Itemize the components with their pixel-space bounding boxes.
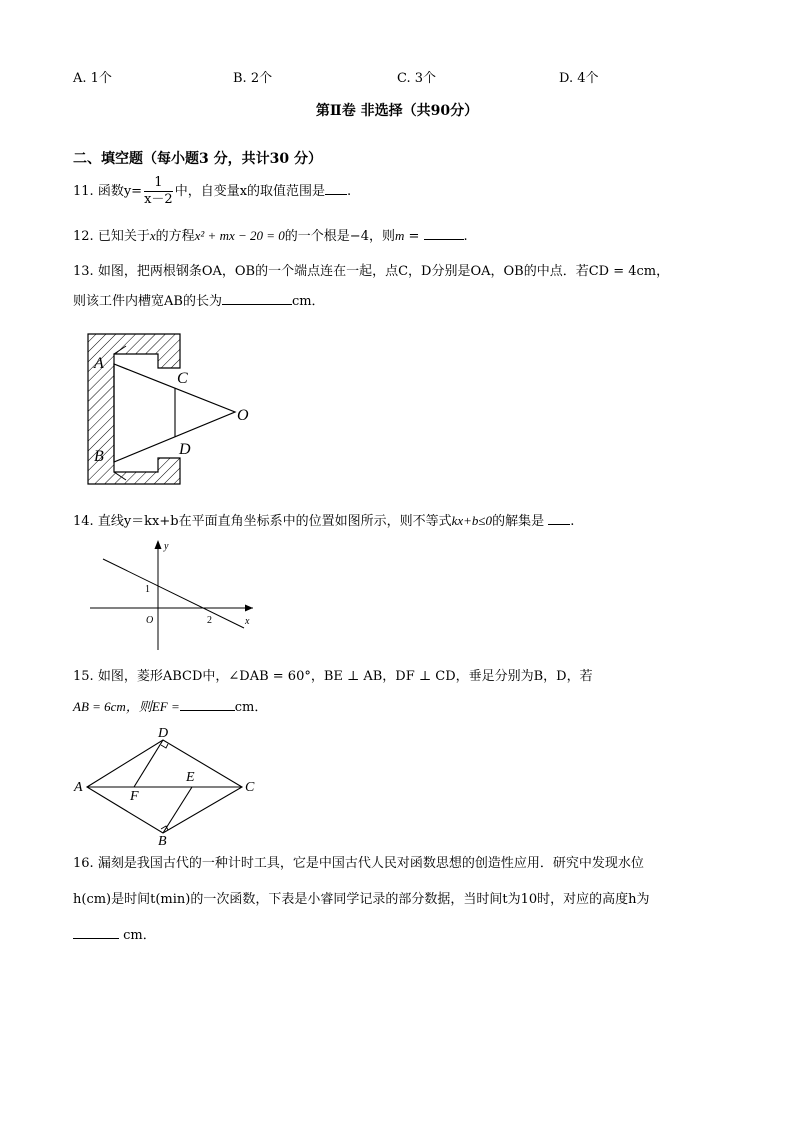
q14-post: 的解集是 [492,514,545,529]
q15-label-f: F [130,789,139,804]
q16-line3-suffix: cm． [123,928,156,943]
q13-line1: 如图，把两根钢条OA，OB的一个端点连在一起，点C，D分别是OA，OB的中点．若CD = 4cm， [97,264,670,279]
q15-label-e: E [186,770,195,785]
option-b: B. 2个 [233,71,273,86]
q12-end: . [463,229,468,244]
q15-segment-df [134,740,163,787]
q12-var-x: x [149,228,156,243]
q15-segment-be [163,787,192,833]
section-title: 第Ⅱ卷 非选择（共90分） [315,103,479,119]
q13-figure [80,330,260,490]
q12-answer-blank[interactable] [424,227,464,240]
q12-number: 12. [73,229,94,244]
question-14 [73,511,574,532]
option-c: C. 3个 [397,71,437,86]
q16-line2: h(cm)是时间t(min)的一次函数，下表是小睿同学记录的部分数据，当时间t为10时，对应的高度h为 [73,892,650,907]
x-axis-label: x [245,616,250,627]
question-15-line2 [73,697,267,718]
option-d: D. 4个 [559,71,599,86]
question-11 [73,175,351,208]
q15-label-d: D [158,726,169,741]
q15-label-c: C [245,780,255,795]
q16-line1: 漏刻是我国古代的一种计时工具，它是中国古代人民对函数思想的创造性应用．研究中发现水位 [97,856,644,871]
question-15 [73,667,593,687]
q12-post: 的一个根是−4，则 [284,229,395,244]
q11-number: 11. [73,184,94,199]
q13-label-o: O [237,407,249,424]
q11-frac-den: x－2 [144,192,173,207]
q13-label-b: B [94,448,104,465]
q13-number: 13. [73,264,94,279]
q11-end: . [347,184,352,199]
q14-number: 14. [73,514,94,529]
question-13 [73,262,669,282]
q12-var-m: m [394,228,405,243]
q13-label-a: A [94,355,104,372]
q11-fraction [144,175,173,208]
q15-line2-prefix: AB = 6cm，则EF = [73,699,180,714]
q15-figure [70,723,270,848]
y-intercept-label: 1 [145,584,150,595]
q16-number: 16. [73,856,94,871]
q12-eq: = [404,229,424,244]
q11-answer-blank[interactable] [325,182,347,195]
question-16-line3 [73,926,156,946]
line-y-kx-b [103,559,244,628]
q13-line2-prefix: 则该工件内槽宽AB的长为 [73,294,222,309]
q12-equation: x² + mx − 20 = 0 [194,228,285,243]
q15-line2-suffix: cm． [234,700,268,715]
origin-label: O [146,615,154,626]
q15-label-b: B [158,834,167,848]
q13-line2-suffix: cm． [291,294,325,309]
q14-prefix: 直线y＝kx+b在平面直角坐标系中的位置如图所示，则不等式 [97,514,452,529]
q11-prefix: 函数y= [97,184,143,199]
x-intercept-label: 2 [207,615,212,626]
q13-label-d: D [179,441,191,458]
q15-number: 15. [73,669,94,684]
question-16 [73,854,644,874]
q16-answer-blank[interactable] [73,926,119,939]
question-13-line2 [73,292,325,312]
y-axis-label: y [164,541,169,552]
q15-line1: 如图，菱形ABCD中，∠DAB = 60°，BE ⊥ AB，DF ⊥ CD，垂足分别为B，D，若 [97,669,593,684]
q11-text: 中，自变量x的取值范围是 [174,184,326,199]
part-title: 二、填空题（每小题3 分，共计30 分） [73,151,322,167]
q12-prefix: 已知关于 [97,229,150,244]
q14-graph [88,537,263,652]
q15-label-a: A [74,780,83,795]
q14-answer-blank[interactable] [548,512,570,525]
q13-answer-blank[interactable] [222,292,292,305]
q14-inequality: kx+b≤0 [451,513,493,528]
q13-label-c: C [177,370,188,387]
question-16-line2 [73,890,650,910]
option-a: A. 1个 [73,71,112,86]
q14-end: . [570,514,575,529]
question-12 [73,226,468,247]
q15-answer-blank[interactable] [180,698,235,711]
q12-mid: 的方程 [155,229,195,244]
q11-frac-num: 1 [144,175,173,192]
